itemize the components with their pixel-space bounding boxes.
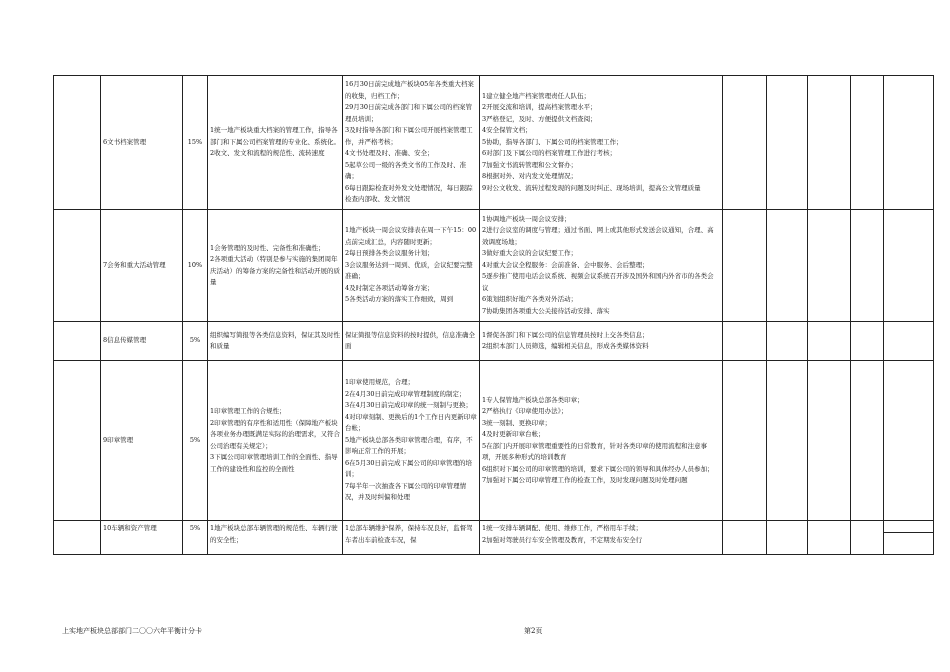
weight-cell: 5% — [183, 322, 208, 361]
weight-cell: 5% — [183, 361, 208, 521]
page-number: 第2页 — [524, 627, 543, 635]
targets-cell — [343, 322, 480, 361]
item-cell: 6文书档案管理 — [101, 76, 183, 210]
blank-cell — [884, 322, 934, 361]
action-line: 3统一刻制、更换印章； — [482, 418, 552, 427]
actions-cell — [480, 76, 723, 210]
action-line: 5协助，指导各部门、下属公司的档案管理工作； — [482, 137, 623, 146]
action-line: 1建立健全地产档案管理责任人队伍； — [482, 91, 591, 100]
target-line: 4文书处理及时、准确、安全； — [345, 149, 434, 158]
blank-cell — [767, 322, 808, 361]
item-cell: 7会务和重大活动管理 — [101, 210, 183, 322]
item-cell: 10车辆和资产管理 — [101, 521, 183, 555]
action-line: 3做好重大会议的会议纪要工作； — [482, 249, 578, 258]
actions-cell — [480, 521, 723, 555]
blank-cell — [808, 76, 851, 210]
blank-cell — [723, 210, 767, 322]
actions-cell — [480, 361, 723, 521]
target-line: 29月30日前完成各部门和下属公司的档案管理员培训； — [345, 103, 473, 123]
blank-cell — [884, 76, 934, 210]
blank-cell — [767, 76, 808, 210]
scorecard-table — [53, 75, 934, 555]
target-line: 1地产板块一周会议安排表在周一下午15：00点前完成汇总，内容随时更新； — [345, 226, 477, 246]
action-line: 1专人保管地产板块总部各类印章； — [482, 395, 584, 404]
target-line: 7每半年一次抽查各下属公司的印章管理情况，并及时纠偏和处理 — [345, 481, 467, 502]
blank-cell — [54, 210, 101, 322]
footer-title: 上实地产板块总部部门二〇〇六年平衡计分卡 — [62, 627, 202, 635]
target-line: 1印章使用规范，合理； — [345, 378, 415, 387]
goals-cell — [208, 210, 343, 322]
target-line: 16月30日前完成地产板块05年各类重大档案的收集，归档工作； — [345, 80, 474, 100]
blank-cell — [767, 361, 808, 521]
goals-cell — [208, 76, 343, 210]
blank-cell — [851, 210, 884, 322]
action-line: 7加强文书流转管理和公文督办； — [482, 160, 578, 169]
action-line: 2组织本部门人员筛选，编辑相关信息，形成各类媒体资料 — [482, 342, 649, 350]
goals-cell — [208, 361, 343, 521]
weight-cell: 15% — [183, 76, 208, 210]
blank-cell — [851, 322, 884, 361]
action-line: 2进行会议室的调度与管理；通过书面、网上或其他形式发送会议通知，合理、高效调度场地； — [482, 226, 714, 246]
goal-line: 1印章管理工作的合规性； — [210, 407, 286, 415]
goal-line: 2收文、发文和流程的规范性、流转速度 — [210, 149, 325, 158]
blank-cell — [723, 76, 767, 210]
blank-cell — [884, 521, 934, 555]
goal-line: 2各项重大活动（特别是参与实施的集团周年庆活动）的筹备方案的完备性和活动开展的质量 — [210, 255, 340, 286]
action-line: 2加强对驾驶员行车安全管理及教育，不定期发布安全行 — [482, 535, 643, 544]
table-body — [54, 76, 934, 555]
blank-cell — [884, 210, 934, 322]
target-line: 3及时指导各部门和下属公司开展档案管理工作，并严格考核； — [345, 126, 473, 146]
actions-cell — [480, 210, 723, 322]
goal-line: 3下属公司印章管理培训工作的全面性、指导工作的建设性和监控的全面性 — [210, 453, 338, 473]
target-line: 2在4月30日前完成印章管理制度的制定； — [345, 389, 466, 398]
target-line: 5各类活动方案的落实工作细致，周到 — [345, 295, 454, 304]
blank-cell — [808, 322, 851, 361]
table-row — [54, 76, 934, 210]
action-line: 6对部门及下属公司的档案管理工作进行考核； — [482, 149, 617, 158]
target-line: 2每日预排各类会议服务计划； — [345, 249, 434, 258]
blank-cell — [851, 361, 884, 521]
action-line: 1督促各部门和下属公司的信息管理员按时上交各类信息； — [482, 330, 649, 339]
action-line: 7协助集团各项重大公关接待活动安排、落实 — [482, 306, 610, 315]
goal-line: 1会务管理的及时性、完备性和准确性； — [210, 243, 325, 252]
actions-cell — [480, 322, 723, 361]
target-line: 5起草公司一级的各类文书的工作及时、准确； — [345, 160, 467, 181]
blank-cell — [851, 521, 884, 555]
target-line: 保证简报等信息资料的按时提供，信息准确全面 — [345, 330, 475, 350]
targets-cell — [343, 210, 480, 322]
goal-line: 组织编写简报等各类信息资料，保证其及时性和质量 — [210, 330, 340, 350]
action-line: 1协调地产板块一周会议安排； — [482, 214, 571, 223]
goals-cell — [208, 521, 343, 555]
blank-cell — [884, 361, 934, 521]
action-line: 4对重大会议全程服务：会前准备、会中服务、会后整理； — [482, 260, 649, 269]
action-line: 3严格登记，及时、方便提供文档查阅； — [482, 114, 597, 123]
action-line: 6策划组织好地产各类对外活动； — [482, 295, 578, 304]
action-line: 4安全保管文档； — [482, 126, 532, 135]
action-line: 5逐步推广使用电话会议系统、视频会议系统召开涉及国外和国内外省市的各类会议 — [482, 272, 714, 292]
table-row — [54, 521, 934, 555]
target-line: 3会议服务达到一周到、优质，会议纪要完整准确； — [345, 260, 473, 281]
blank-cell — [808, 210, 851, 322]
goals-cell — [208, 322, 343, 361]
blank-cell — [808, 361, 851, 521]
action-line: 6组织对下属公司的印章管理的培训，要求下属公司的领导和具体经办人员参加； — [482, 464, 714, 473]
target-line: 6每日跟踪检查对外发文处理情况，每日跟踪检查内部收、发文情况 — [345, 183, 473, 204]
goal-line: 1地产板块总部车辆管理的规范性、车辆行驶的安全性； — [210, 524, 338, 544]
action-line: 2严格执行《印章使用办法》； — [482, 407, 568, 415]
action-line: 8根据对外、对内发文处理情况； — [482, 172, 578, 181]
item-cell: 9印章管理 — [101, 361, 183, 521]
target-line: 6在5月30日前完成下属公司的印章管理的培训； — [345, 458, 473, 479]
action-line: 1统一安排车辆调配、使用、维修工作，严格用车手续； — [482, 524, 643, 532]
table-row — [54, 210, 934, 322]
blank-cell — [851, 76, 884, 210]
target-line: 1总部车辆维护保养，保持车况良好，监督驾车者出车前检查车况，保 — [345, 524, 473, 544]
blank-cell — [767, 210, 808, 322]
action-line: 9对公文收发、流转过程发现的问题及时纠正、现场培训，提高公文管理质量 — [482, 183, 701, 192]
target-line: 4对印章刻制、更换后的1个工作日内更新印章台帐； — [345, 412, 477, 433]
blank-cell — [54, 322, 101, 361]
action-line: 5在部门内开展印章管理重要性的日常教育，针对各类印章的使用流程和注意事项，开展多种形式的培训教育 — [482, 441, 708, 461]
targets-cell — [343, 521, 480, 555]
targets-cell — [343, 76, 480, 210]
weight-cell: 5% — [183, 521, 208, 555]
target-line: 4及时制定各项活动筹备方案； — [345, 283, 434, 292]
blank-cell — [723, 361, 767, 521]
blank-cell — [54, 521, 101, 555]
target-line: 3在4月30日前完成印章的统一刻制与更换； — [345, 401, 473, 410]
blank-cell — [723, 521, 767, 555]
targets-cell — [343, 361, 480, 521]
cell-divider — [884, 532, 933, 533]
blank-cell — [54, 361, 101, 521]
goal-line: 1统一地产板块重大档案的管理工作，指导各部门和下属公司档案管理的专业化、系统化。 — [210, 126, 340, 146]
table-row — [54, 361, 934, 521]
blank-cell — [767, 521, 808, 555]
action-line: 7加强对下属公司印章管理工作的检查工作，及时发现问题及时处理问题 — [482, 476, 688, 484]
table-row — [54, 322, 934, 361]
goal-line: 2印章管理的有序性和适用性（保障地产板块各项业务办理既满足实际的治理需求，又符合公司治理有关规定）； — [210, 418, 340, 450]
weight-cell: 10% — [183, 210, 208, 322]
blank-cell — [723, 322, 767, 361]
item-cell: 8信息传媒管理 — [101, 322, 183, 361]
target-line: 5地产板块总部各类印章管理合理，有序，不影响正常工作的开展； — [345, 435, 473, 456]
action-line: 2开展交流和培训，提高档案管理水平； — [482, 103, 597, 112]
blank-cell — [54, 76, 101, 210]
action-line: 4及时更新印章台帐； — [482, 430, 545, 438]
blank-cell — [808, 521, 851, 555]
